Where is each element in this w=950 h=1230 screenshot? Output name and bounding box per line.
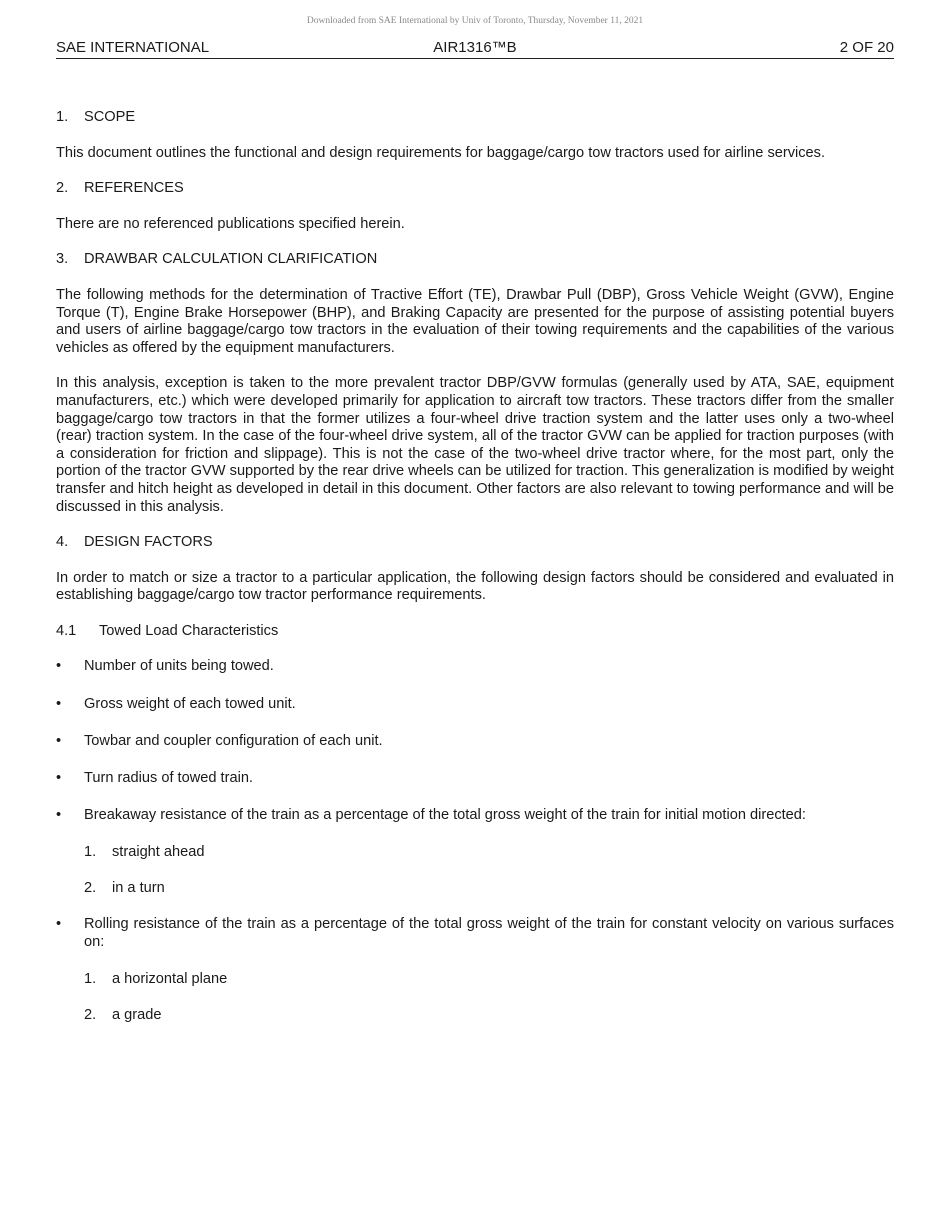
list-item xyxy=(56,770,894,788)
bullet-text: Number of units being towed. xyxy=(84,658,274,675)
breakaway-sublist xyxy=(84,844,894,898)
item-number: 2. xyxy=(84,1006,97,1023)
references-paragraph: There are no referenced publications specified herein. xyxy=(56,215,405,232)
list-item xyxy=(84,1007,894,1025)
section-number: 1. xyxy=(56,109,69,125)
bullet-icon: • xyxy=(56,806,62,823)
section-number: 2. xyxy=(56,180,69,197)
rolling-sublist xyxy=(84,971,894,1025)
item-text: a grade xyxy=(112,1006,162,1023)
list-item xyxy=(56,807,894,825)
section-heading-drawbar xyxy=(56,251,894,269)
design-factors-paragraph: In order to match or size a tractor to a particular application, the following design factors should be considered and evaluated in establishing baggage/cargo tow tractor performance requirements. xyxy=(56,569,894,604)
section-title: DRAWBAR CALCULATION CLARIFICATION xyxy=(84,251,378,268)
list-item xyxy=(84,844,894,862)
list-item xyxy=(56,658,894,676)
section-heading-scope xyxy=(56,109,894,127)
subsection-title: Towed Load Characteristics xyxy=(99,622,279,639)
header-document-id: AIR1316™B xyxy=(433,39,517,56)
section-title: SCOPE xyxy=(84,109,136,125)
section-number: 4. xyxy=(56,534,69,551)
drawbar-paragraph-2: In this analysis, exception is taken to the more prevalent tractor DBP/GVW formulas (generally used by ATA, SAE, equipment manufacturers, etc.) which were developed primarily for application to aircraft tow tractors. These tractors differ from the smaller baggage/cargo tow tractors in that the former utilizes a four-wheel drive traction system and the latter uses only a two-wheel (rear) traction system. In the case of the four-wheel drive system, all of the tractor GVW can be applied for traction purposes (with a consideration for friction and slippage). This is not the case of the two-wheel drive tractor where, for the most part, only the portion of the tractor GVW supported by the rear drive wheels can be utilized for traction. This generalization is modified by weight transfer and hitch height as developed in detail in this document. Other factors are also relevant to towing performance and will be discussed in this analysis. xyxy=(56,375,894,515)
bullet-icon: • xyxy=(56,769,62,786)
item-text: straight ahead xyxy=(112,843,205,860)
bullet-text: Rolling resistance of the train as a percentage of the total gross weight of the train for constant velocity on various surfaces on: xyxy=(84,916,894,950)
list-item xyxy=(84,971,894,989)
item-text: a horizontal plane xyxy=(112,970,228,987)
section-number: 3. xyxy=(56,251,69,268)
section-title: REFERENCES xyxy=(84,180,184,197)
section-title: DESIGN FACTORS xyxy=(84,534,213,551)
page-header xyxy=(56,38,894,59)
scope-paragraph: This document outlines the functional and design requirements for baggage/cargo tow tractors used for airline services. xyxy=(56,144,826,161)
section-heading-references xyxy=(56,180,894,198)
list-item xyxy=(84,880,894,898)
drawbar-paragraph-1: The following methods for the determination of Tractive Effort (TE), Drawbar Pull (DBP), Gross Vehicle Weight (GVW), Engine Torque (T), Engine Brake Horsepower (BHP), and Braking Capacity are presented for the purpose of assisting potential buyers and users of airline baggage/cargo tow tractors in the evaluation of their towing requirements and the capabilities of the various vehicles as offered by the equipment manufacturers. xyxy=(56,286,894,356)
list-item xyxy=(56,916,894,951)
bullet-text: Breakaway resistance of the train as a percentage of the total gross weight of the train for initial motion directed: xyxy=(84,806,806,823)
bullet-icon: • xyxy=(56,916,62,933)
bullet-icon: • xyxy=(56,658,62,675)
list-item xyxy=(56,733,894,751)
item-number: 1. xyxy=(84,970,97,987)
subsection-heading-towed-load xyxy=(56,623,894,641)
header-publisher: SAE INTERNATIONAL xyxy=(56,39,210,56)
item-number: 1. xyxy=(84,843,97,860)
download-watermark: Downloaded from SAE International by Univ of Toronto, Thursday, November 11, 2021 xyxy=(306,16,644,26)
bullet-text: Turn radius of towed train. xyxy=(84,769,253,786)
bullet-text: Towbar and coupler configuration of each unit. xyxy=(84,732,383,749)
list-item xyxy=(56,696,894,714)
bullet-icon: • xyxy=(56,695,62,712)
bullet-text: Gross weight of each towed unit. xyxy=(84,695,296,712)
subsection-number: 4.1 xyxy=(56,622,77,639)
document-body xyxy=(56,109,894,1043)
item-text: in a turn xyxy=(112,880,165,897)
bullet-icon: • xyxy=(56,732,62,749)
header-page-number: 2 OF 20 xyxy=(839,39,894,56)
section-heading-design-factors xyxy=(56,534,894,552)
item-number: 2. xyxy=(84,880,97,897)
